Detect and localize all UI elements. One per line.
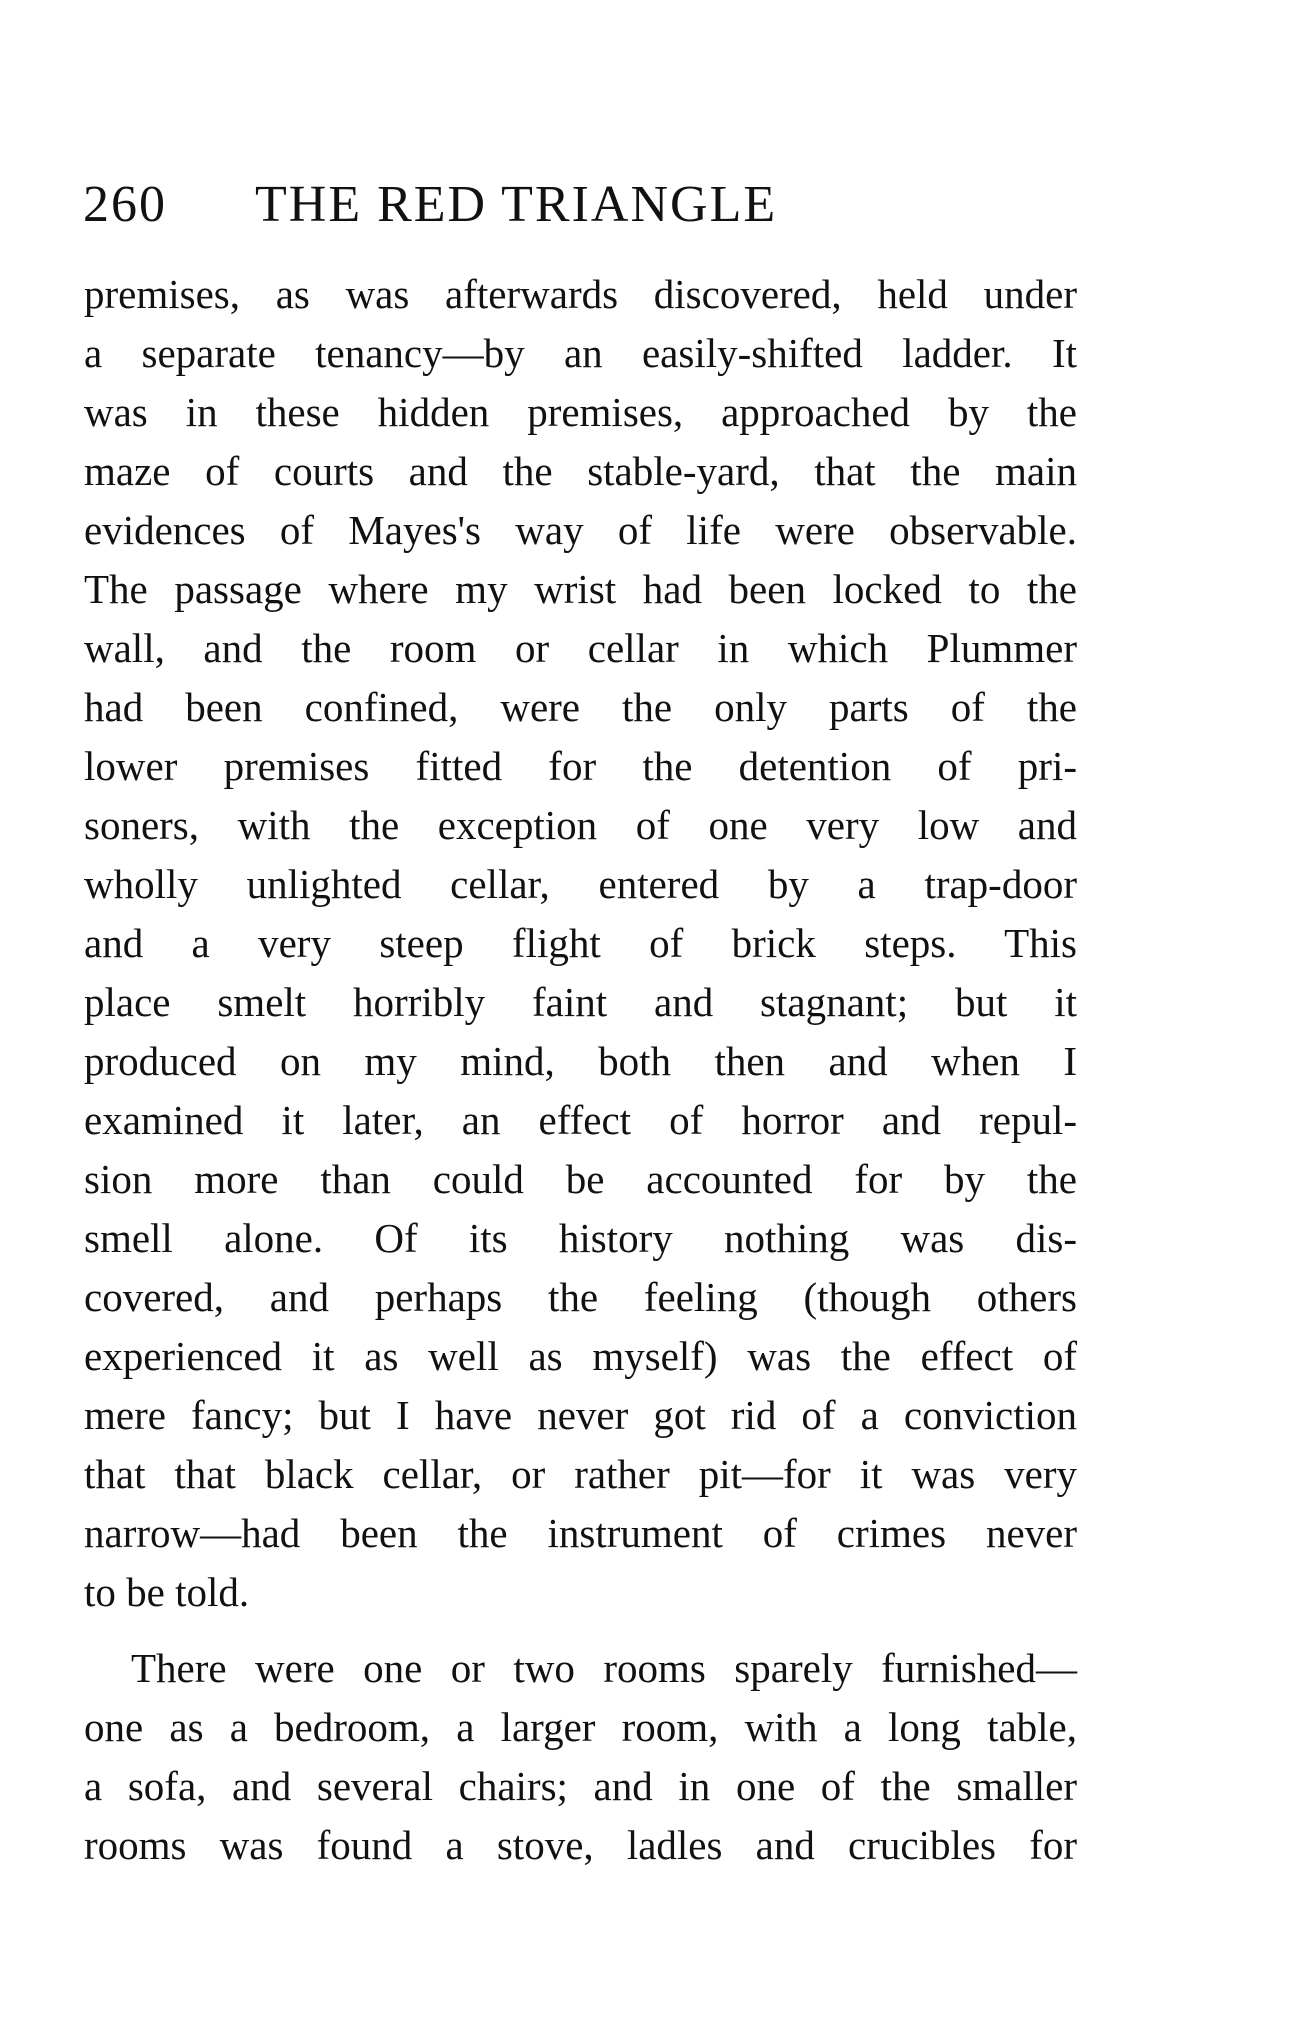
text-line: experienced it as well as myself) was the effect of bbox=[84, 1333, 1077, 1379]
running-title: THE RED TRIANGLE bbox=[255, 176, 778, 233]
text-line: produced on my mind, both then and when I bbox=[84, 1038, 1077, 1084]
text-line: There were one or two rooms sparely furnished— bbox=[131, 1645, 1077, 1691]
text-line: a separate tenancy—by an easily-shifted ladder. It bbox=[84, 330, 1077, 376]
text-line: The passage where my wrist had been locked to the bbox=[84, 566, 1077, 612]
running-head bbox=[83, 170, 1083, 240]
paragraph-2 bbox=[84, 1639, 1077, 1875]
body-text bbox=[84, 265, 1077, 1875]
text-line: a sofa, and several chairs; and in one of the smaller bbox=[84, 1763, 1077, 1809]
paragraph-break bbox=[84, 1622, 1077, 1639]
text-line: that that black cellar, or rather pit—for it was very bbox=[84, 1451, 1077, 1497]
text-line: wholly unlighted cellar, entered by a trap-door bbox=[84, 861, 1077, 907]
text-line: was in these hidden premises, approached by the bbox=[84, 389, 1077, 435]
text-line: narrow—had been the instrument of crimes never bbox=[84, 1510, 1077, 1556]
text-line: rooms was found a stove, ladles and crucibles for bbox=[84, 1822, 1077, 1868]
text-line: covered, and perhaps the feeling (though others bbox=[84, 1274, 1077, 1320]
text-line: soners, with the exception of one very low and bbox=[84, 802, 1077, 848]
paragraph-1 bbox=[84, 265, 1077, 1622]
text-line: maze of courts and the stable-yard, that the main bbox=[84, 448, 1077, 494]
text-line: examined it later, an effect of horror and repul- bbox=[84, 1097, 1077, 1143]
text-line: evidences of Mayes's way of life were observable. bbox=[84, 507, 1077, 553]
text-line: had been confined, were the only parts of the bbox=[84, 684, 1077, 730]
text-line: wall, and the room or cellar in which Plummer bbox=[84, 625, 1077, 671]
text-line: one as a bedroom, a larger room, with a long table, bbox=[84, 1704, 1077, 1750]
page-number: 260 bbox=[83, 176, 167, 233]
text-line: place smelt horribly faint and stagnant; but it bbox=[84, 979, 1077, 1025]
text-line: and a very steep flight of brick steps. This bbox=[84, 920, 1077, 966]
text-line: mere fancy; but I have never got rid of a conviction bbox=[84, 1392, 1077, 1438]
text-line: lower premises fitted for the detention of pri- bbox=[84, 743, 1077, 789]
text-line: smell alone. Of its history nothing was dis- bbox=[84, 1215, 1077, 1261]
text-line: premises, as was afterwards discovered, held under bbox=[84, 271, 1077, 317]
text-line: sion more than could be accounted for by the bbox=[84, 1156, 1077, 1202]
text-line: to be told. bbox=[84, 1569, 250, 1615]
